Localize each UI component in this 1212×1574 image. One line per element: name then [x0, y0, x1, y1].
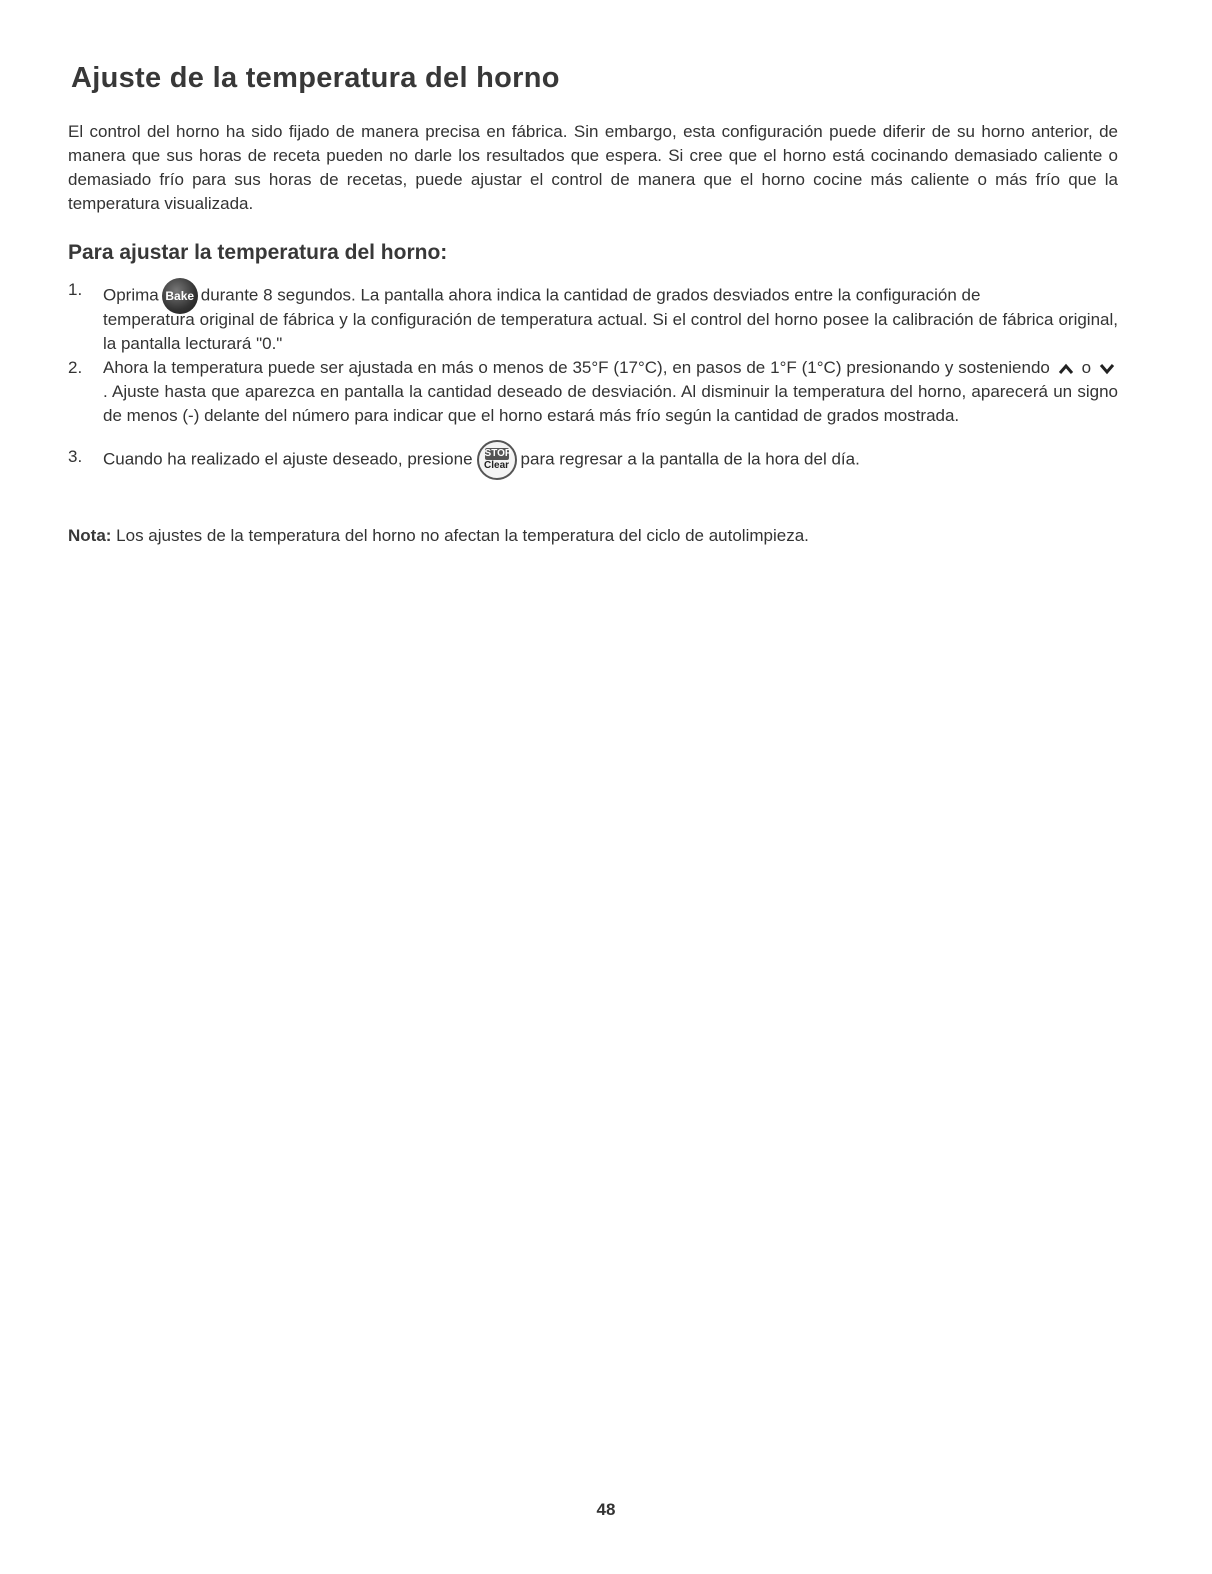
step-text: Cuando ha realizado el ajuste deseado, presione: [103, 449, 473, 469]
step-text: . Ajuste hasta que aparezca en pantalla la cantidad deseado de desviación. Al disminuir la temperatura del horno, aparecerá un signo de menos (-) delante del número para indicar que el horno estará más frío según la cantidad de grados mostrada.: [103, 382, 1118, 425]
step-number: 2.: [68, 358, 83, 377]
note: [68, 526, 809, 546]
step-number: 1.: [68, 280, 83, 299]
page-number: 48: [596, 1500, 616, 1519]
intro-paragraph: El control del horno ha sido fijado de manera precisa en fábrica. Sin embargo, esta configuración puede diferir de su horno anterior, de manera que sus horas de receta pueden no darle los resultados que espera. Si cree que el horno está cocinando demasiado caliente o demasiado frío para sus horas de recetas, puede ajustar el control de manera que el horno cocine más caliente o más frío que la temperatura visualizada.: [68, 122, 1118, 213]
step-text: para regresar a la pantalla de la hora del día.: [520, 449, 860, 469]
page-title: Ajuste de la temperatura del horno: [71, 62, 560, 94]
clear-label: Clear: [484, 460, 510, 471]
section-subtitle: Para ajustar la temperatura del horno:: [68, 241, 448, 264]
step-text: temperatura original de fábrica y la configuración de temperatura actual. Si el control del horno posee la calibración de fábrica original, la pantalla lecturará "0.": [103, 310, 1118, 353]
step-text: durante 8 segundos. La pantalla ahora indica la cantidad de grados desviados entre la configuración de: [200, 285, 981, 305]
step-text: Ahora la temperatura puede ser ajustada en más o menos de 35°F (17°C), en pasos de 1°F (1°C) presionando y sosteniendo: [103, 358, 1050, 377]
step-text: Oprima: [103, 285, 159, 305]
step-text: o: [1081, 358, 1092, 377]
down-arrow-icon: [1099, 363, 1115, 375]
step-3: [68, 440, 1118, 480]
step-number: 3.: [68, 447, 83, 466]
step-2: [68, 356, 1118, 428]
steps-list: [68, 278, 1118, 480]
note-label: Nota:: [68, 526, 112, 545]
step-1: [68, 278, 1118, 356]
stop-label: STOP: [484, 448, 512, 459]
bake-button-icon: Bake: [162, 278, 198, 314]
note-text: Los ajustes de la temperatura del horno no afectan la temperatura del ciclo de autolimpieza.: [111, 526, 809, 545]
up-arrow-icon: [1058, 363, 1074, 375]
stop-clear-button-icon: [477, 440, 517, 480]
